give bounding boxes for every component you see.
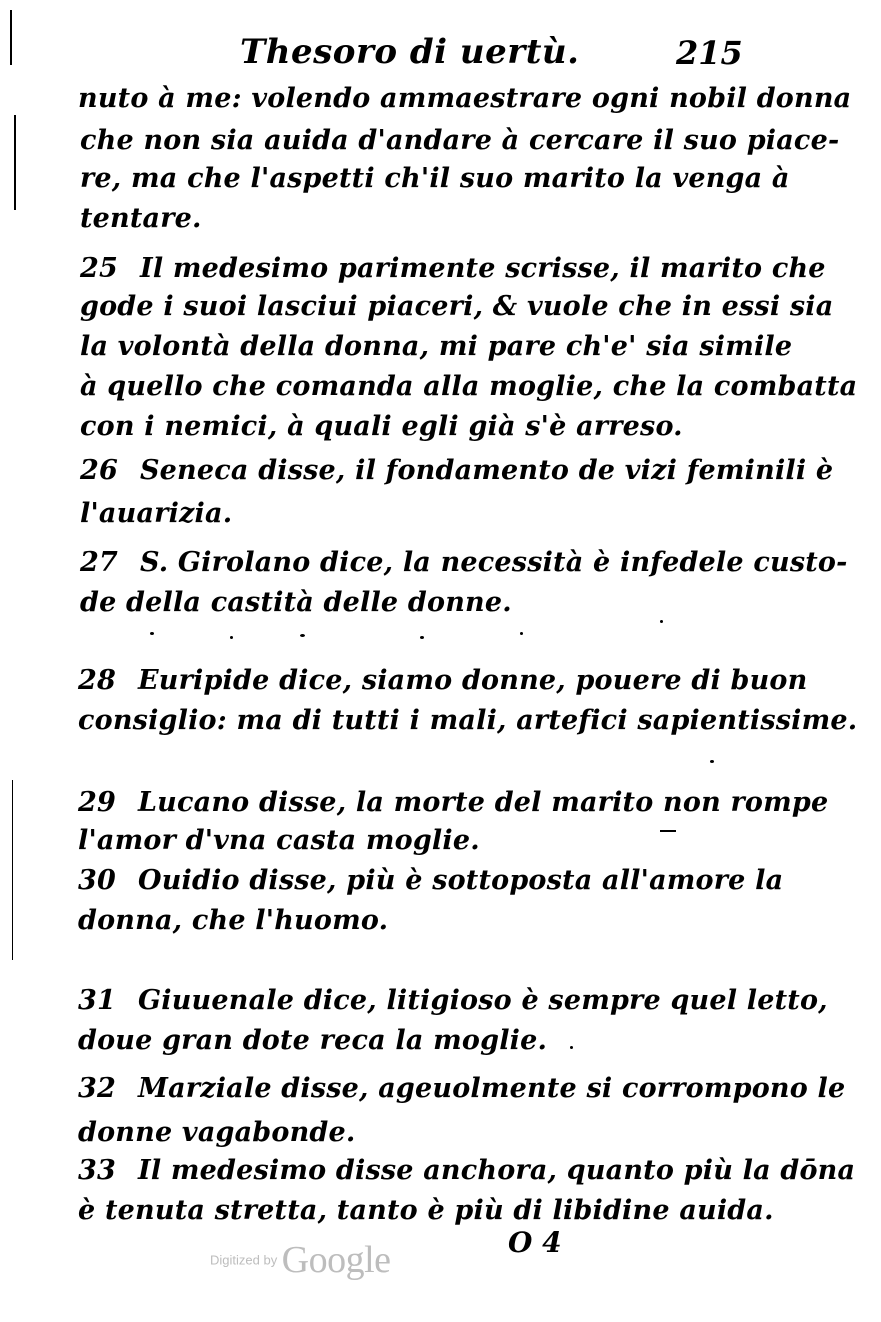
scan-speck bbox=[230, 636, 233, 639]
entry-number: 25 bbox=[80, 253, 118, 284]
text-line: nuto à me: volendo ammaestrare ogni nobil donna bbox=[78, 83, 852, 114]
entry-number: 32 bbox=[78, 1073, 116, 1104]
text-line: à quello che comanda alla moglie, che la combatta bbox=[80, 371, 858, 402]
entry-number: 30 bbox=[78, 865, 116, 896]
text-line: doue gran dote reca la moglie. bbox=[78, 1025, 548, 1056]
text-line: re, ma che l'aspetti ch'il suo marito la venga à bbox=[80, 163, 790, 194]
numbered-entry: 32 Marziale disse, ageuolmente si corrompono le bbox=[78, 1073, 846, 1104]
numbered-entry: 28 Euripide dice, siamo donne, pouere di buon bbox=[78, 665, 808, 696]
scan-speck bbox=[520, 632, 523, 635]
text-line: che non sia auida d'andare à cercare il suo piace- bbox=[80, 125, 840, 156]
digitized-prefix: Digitized by bbox=[210, 1252, 278, 1268]
digitized-by-google-watermark bbox=[210, 1238, 391, 1282]
entry-number: 27 bbox=[80, 547, 118, 578]
numbered-entry: 25 Il medesimo parimente scrisse, il marito che bbox=[80, 253, 826, 284]
scan-speck bbox=[660, 830, 676, 832]
page-number: 215 bbox=[676, 34, 743, 72]
scan-edge-mark bbox=[14, 115, 16, 210]
text-line: con i nemici, à quali egli già s'è arreso. bbox=[80, 411, 683, 442]
entry-number: 33 bbox=[78, 1155, 116, 1186]
text-line: gode i suoi lasciui piaceri, & vuole che in essi sia bbox=[80, 291, 834, 322]
text-line: l'auarizia. bbox=[80, 498, 233, 529]
numbered-entry: 27 S. Girolano dice, la necessità è infedele custo- bbox=[80, 547, 848, 578]
scan-speck bbox=[300, 634, 305, 637]
text-line: donna, che l'huomo. bbox=[78, 905, 389, 936]
google-logo: Google bbox=[281, 1239, 391, 1281]
entry-number: 26 bbox=[80, 455, 118, 486]
numbered-entry: 26 Seneca disse, il fondamento de vizi feminili è bbox=[80, 455, 834, 486]
signature-mark: O 4 bbox=[508, 1226, 562, 1259]
entry-number: 29 bbox=[78, 787, 116, 818]
scan-speck bbox=[420, 636, 424, 639]
numbered-entry: 31 Giuuenale dice, litigioso è sempre quel letto, bbox=[78, 985, 828, 1016]
scan-speck bbox=[710, 760, 714, 763]
text-line: l'amor d'vna casta moglie. bbox=[78, 825, 480, 856]
text-line: la volontà della donna, mi pare ch'e' sia simile bbox=[80, 331, 793, 362]
scan-speck bbox=[570, 1046, 573, 1049]
running-title: Thesoro di uertù. bbox=[240, 32, 580, 72]
scan-speck bbox=[150, 632, 154, 635]
numbered-entry: 30 Ouidio disse, più è sottoposta all'amore la bbox=[78, 865, 784, 896]
text-line: tentare. bbox=[80, 203, 202, 234]
entry-number: 31 bbox=[78, 985, 116, 1016]
text-line: donne vagabonde. bbox=[78, 1117, 356, 1148]
text-line: de della castità delle donne. bbox=[80, 587, 512, 618]
text-line: consiglio: ma di tutti i mali, artefici sapientissime. bbox=[78, 705, 858, 736]
numbered-entry: 33 Il medesimo disse anchora, quanto più la dōna bbox=[78, 1155, 856, 1186]
numbered-entry: 29 Lucano disse, la morte del marito non rompe bbox=[78, 787, 829, 818]
entry-number: 28 bbox=[78, 665, 116, 696]
text-line: è tenuta stretta, tanto è più di libidine auida. bbox=[78, 1195, 774, 1226]
page-header bbox=[0, 30, 881, 90]
scan-edge-mark bbox=[12, 780, 13, 960]
scan-speck bbox=[660, 620, 663, 623]
